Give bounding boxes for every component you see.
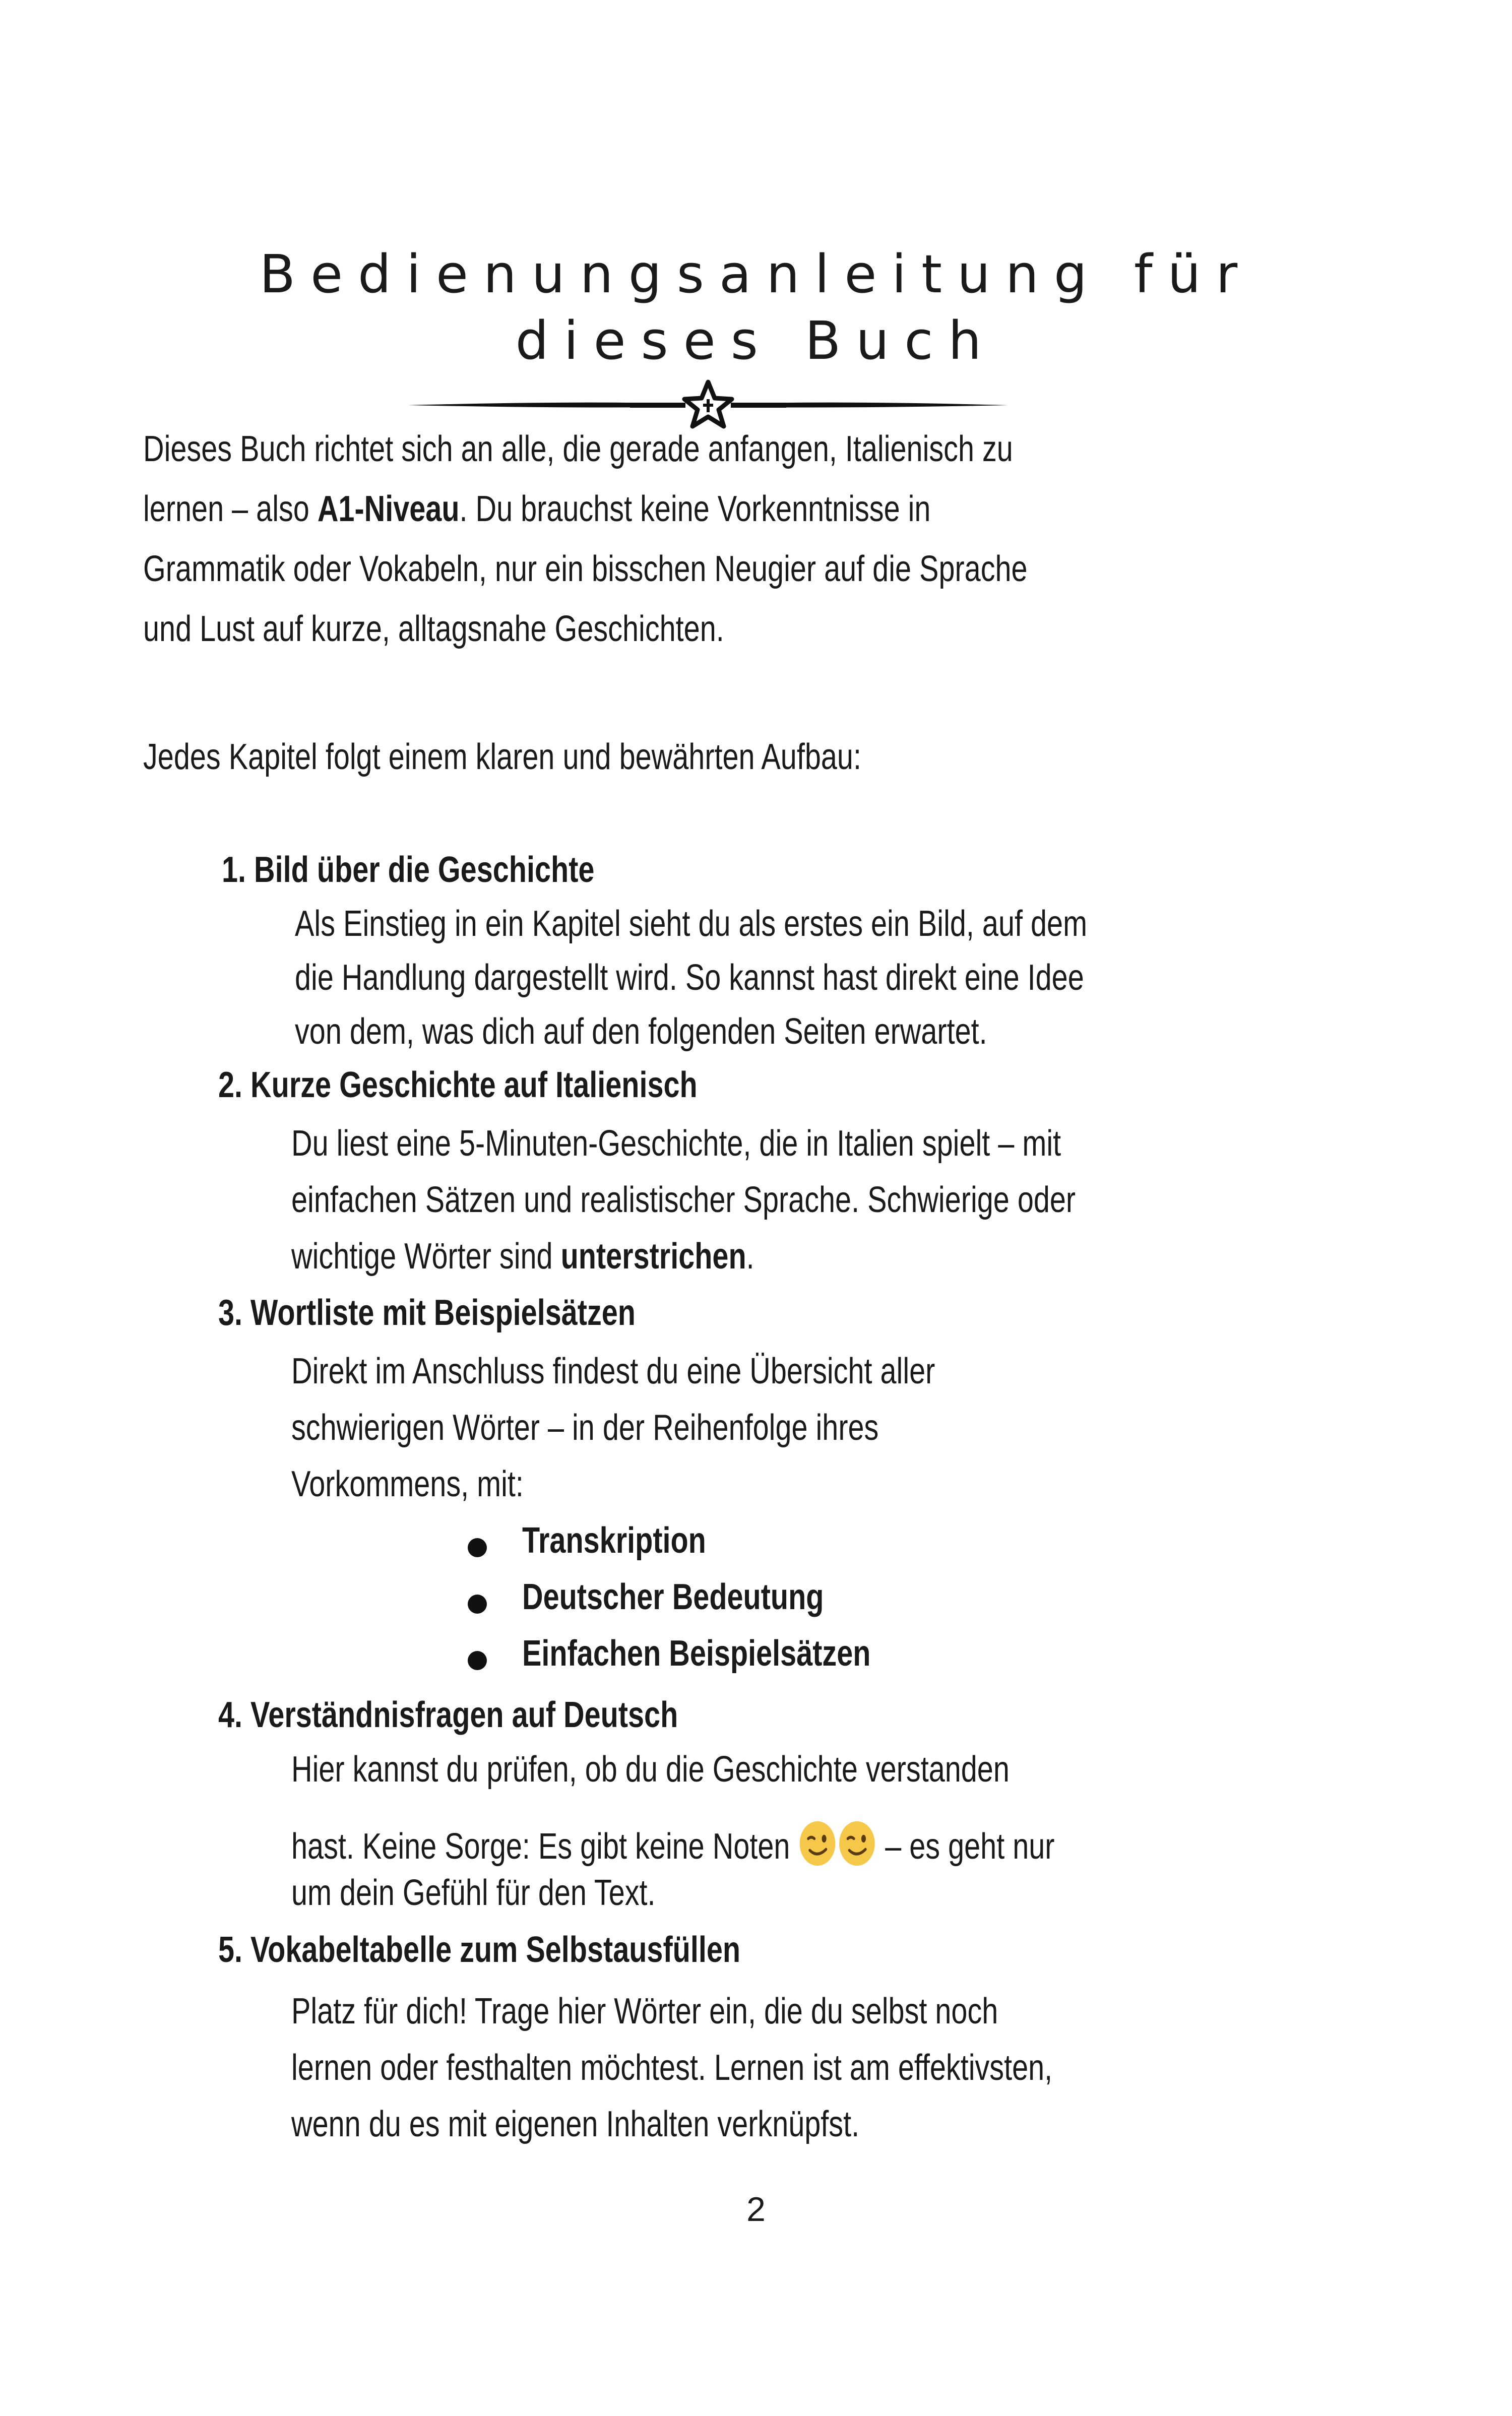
item-2-line-1: Du liest eine 5-Minuten-Geschichte, die in Italien spielt – mit — [291, 1123, 1061, 1164]
item-1-line-1: Als Einstieg in ein Kapitel sieht du als erstes ein Bild, auf dem — [295, 904, 1088, 944]
page-title-line-1: Bedienungsanleitung für — [259, 243, 1253, 305]
page-number: 2 — [746, 2190, 766, 2229]
item-4-line-3: um dein Gefühl für den Text. — [291, 1873, 656, 1913]
underlined-highlight: unterstrichen — [560, 1236, 746, 1277]
intro-text: . Du brauchst keine Vorkenntnisse in — [459, 489, 931, 529]
item-3-line-3: Vorkommens, mit: — [291, 1464, 524, 1504]
item-5-line-2: lernen oder festhalten möchtest. Lernen ist am effektivsten, — [291, 2048, 1053, 2088]
bullet-dot — [468, 1538, 487, 1557]
item-2-line-3 — [291, 1238, 754, 1275]
item-4-line-1: Hier kannst du prüfen, ob du die Geschichte verstanden — [291, 1749, 1010, 1790]
item-1-heading: 1. Bild über die Geschichte — [222, 850, 595, 890]
item-5-heading: 5. Vokabeltabelle zum Selbstausfüllen — [218, 1930, 741, 1970]
winking-face-emoji-icon — [838, 1819, 876, 1868]
page-title-line-2: dieses Buch — [515, 310, 997, 371]
item-4-text: hast. Keine Sorge: Es gibt keine Noten — [291, 1826, 798, 1867]
a1-level-highlight: A1-Niveau — [317, 489, 460, 529]
item-2-line-2: einfachen Sätzen und realistischer Sprache. Schwierige oder — [291, 1180, 1076, 1220]
star-divider-icon — [408, 379, 1008, 429]
item-1-line-2: die Handlung dargestellt wird. So kannst hast direkt eine Idee — [295, 958, 1084, 998]
item-4-line-2 — [291, 1819, 1054, 1868]
bullet-item-1: Transkription — [522, 1520, 706, 1561]
intro-text: lernen – also — [143, 489, 318, 529]
bullet-item-2: Deutscher Bedeutung — [522, 1577, 824, 1617]
item-2-text: wichtige Wörter sind — [291, 1236, 561, 1277]
intro-line-2 — [143, 491, 930, 527]
intro-line-4: und Lust auf kurze, alltagsnahe Geschichten. — [143, 609, 724, 649]
item-1-line-3: von dem, was dich auf den folgenden Seiten erwartet. — [295, 1011, 987, 1052]
item-4-text: – es geht nur — [877, 1826, 1055, 1867]
bullet-item-3: Einfachen Beispielsätzen — [522, 1633, 871, 1674]
item-3-heading: 3. Wortliste mit Beispielsätzen — [218, 1293, 636, 1333]
intro-line-1: Dieses Buch richtet sich an alle, die gerade anfangen, Italienisch zu — [143, 429, 1013, 469]
item-3-line-1: Direkt im Anschluss findest du eine Übersicht aller — [291, 1351, 935, 1391]
item-2-text: . — [746, 1236, 754, 1277]
item-4-heading: 4. Verständnisfragen auf Deutsch — [218, 1695, 678, 1735]
structure-intro: Jedes Kapitel folgt einem klaren und bewährten Aufbau: — [143, 737, 861, 777]
item-5-line-1: Platz für dich! Trage hier Wörter ein, die du selbst noch — [291, 1991, 998, 2031]
item-5-line-3: wenn du es mit eigenen Inhalten verknüpfst. — [291, 2104, 860, 2144]
item-3-line-2: schwierigen Wörter – in der Reihenfolge ihres — [291, 1408, 879, 1448]
winking-face-emoji-icon — [798, 1819, 837, 1868]
item-2-heading: 2. Kurze Geschichte auf Italienisch — [218, 1065, 698, 1105]
intro-line-3: Grammatik oder Vokabeln, nur ein bisschen Neugier auf die Sprache — [143, 549, 1028, 589]
bullet-dot — [468, 1651, 487, 1670]
bullet-dot — [468, 1595, 487, 1614]
